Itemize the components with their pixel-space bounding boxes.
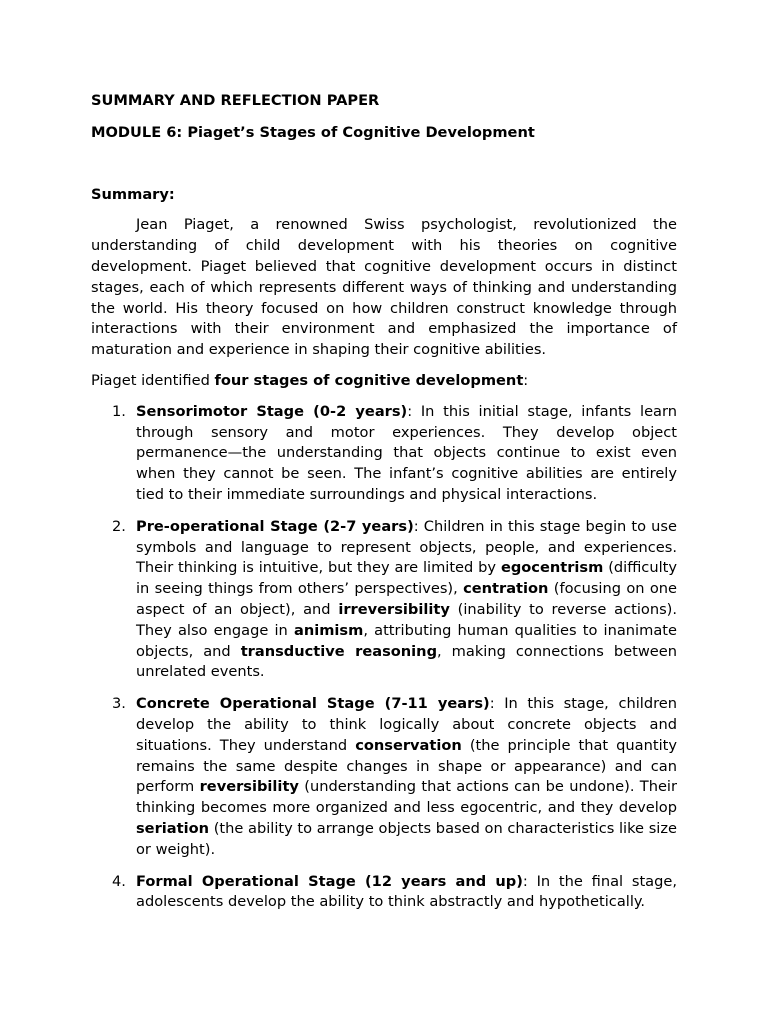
stage-name: Concrete Operational Stage (7-11 years) xyxy=(136,695,490,713)
stage-text: (understanding that actions can be undone). Their thinking becomes more organized and less egocentric, and they develop xyxy=(136,778,677,817)
list-number: 2. xyxy=(112,517,126,535)
term-transductive-reasoning: transductive reasoning xyxy=(240,642,438,660)
stage-text: (difficulty in seeing things from others’ perspectives), xyxy=(136,559,677,598)
stage-text: : In the final stage, adolescents develop the ability to think abstractly and hypothetically. xyxy=(136,872,677,911)
intro-paragraph: Jean Piaget, a renowned Swiss psychologist, revolutionized the understanding of child development with his theories on cognitive development. Piaget believed that cognitive development occurs in distinct stages, each of which represents different ways of thinking and understanding the world. His theory focused on how children construct knowledge through interactions with their environment and emphasized the importance of maturation and experience in shaping their cognitive abilities. xyxy=(91,216,677,359)
stage-item-preoperational xyxy=(91,517,677,683)
stage-item-sensorimotor xyxy=(91,402,677,506)
paper-title: SUMMARY AND REFLECTION PAPER xyxy=(91,92,380,109)
stages-lead-paragraph xyxy=(91,371,677,392)
stages-list xyxy=(91,402,677,913)
lead-bold-text: four stages of cognitive development xyxy=(214,371,524,389)
stage-item-formal-operational xyxy=(91,872,677,914)
term-reversibility: reversibility xyxy=(199,778,299,796)
summary-heading: Summary: xyxy=(91,185,175,203)
stage-text: (the ability to arrange objects based on characteristics like size or weight). xyxy=(136,819,677,858)
lead-text: Piaget identified xyxy=(91,371,215,389)
list-number: 4. xyxy=(112,872,126,890)
stage-text: (inability to reverse actions). They also engage in xyxy=(136,600,678,639)
list-number: 1. xyxy=(112,402,126,420)
term-irreversibility: irreversibility xyxy=(338,600,450,618)
term-centration: centration xyxy=(463,580,549,598)
document-body xyxy=(91,91,677,924)
term-seriation: seriation xyxy=(136,819,210,837)
stage-text: , attributing human qualities to inanimate objects, and xyxy=(136,621,677,660)
stage-name: Formal Operational Stage (12 years and up) xyxy=(136,872,523,890)
stage-name: Pre-operational Stage (2-7 years) xyxy=(136,517,414,535)
list-number: 3. xyxy=(112,695,126,713)
stage-text: , making connections between unrelated events. xyxy=(136,642,677,681)
stage-text: : In this initial stage, infants learn through sensory and motor experiences. They develop object permanence—the understanding that objects continue to exist even when they cannot be seen. The infant’s cognitive abilities are entirely tied to their immediate surroundings and physical interactions. xyxy=(136,402,677,503)
stage-text: : Children in this stage begin to use symbols and language to represent objects, people, and experiences. Their thinking is intuitive, but they are limited by xyxy=(136,517,677,577)
stage-text: (the principle that quantity remains the same despite changes in shape or appearance) and can perform xyxy=(136,736,677,796)
term-animism: animism xyxy=(293,621,364,639)
stage-text: (focusing on one aspect of an object), and xyxy=(136,580,677,618)
stage-item-concrete-operational xyxy=(91,694,677,860)
term-conservation: conservation xyxy=(355,736,462,754)
term-egocentrism: egocentrism xyxy=(500,559,604,577)
lead-colon: : xyxy=(523,371,529,389)
stage-text: : In this stage, children develop the ability to think logically about concrete objects and situations. They understand xyxy=(136,695,677,754)
module-title: MODULE 6: Piaget’s Stages of Cognitive Development xyxy=(91,123,535,141)
stage-name: Sensorimotor Stage (0-2 years) xyxy=(136,402,408,420)
